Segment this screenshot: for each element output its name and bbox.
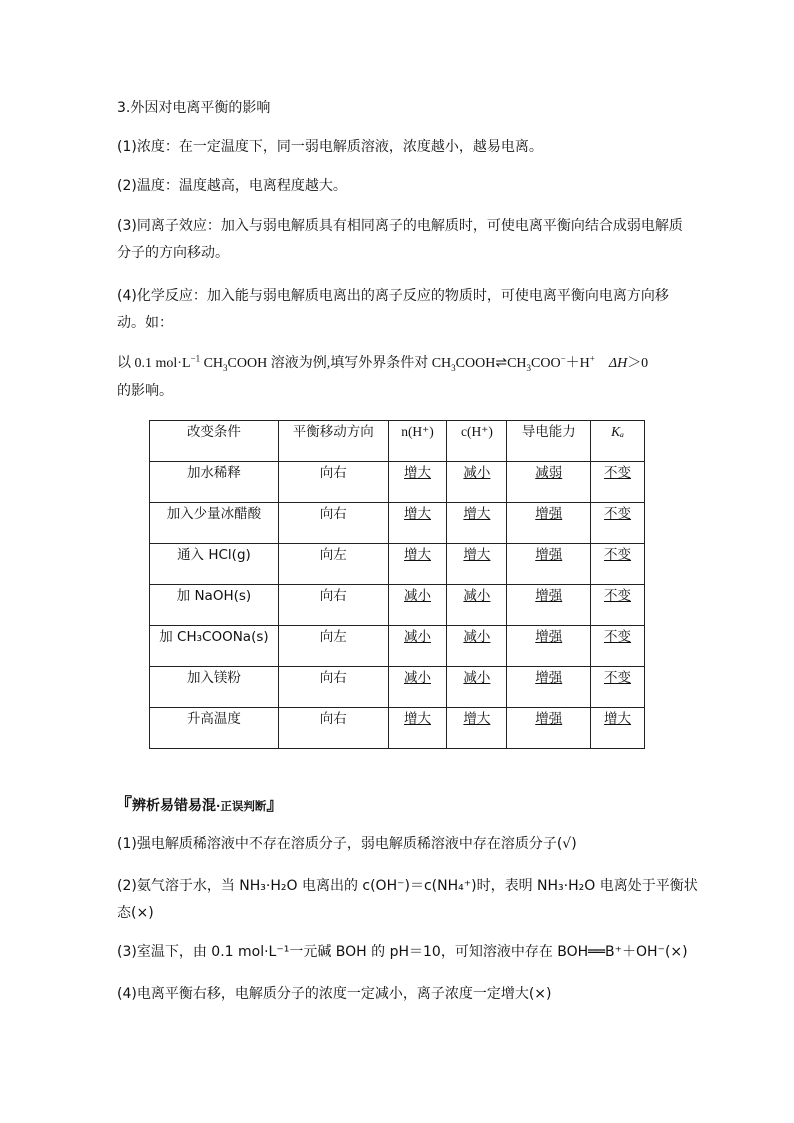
- paragraph-reaction-1: (4)化学反应：加入能与弱电解质电离出的离子反应的物质时，可使电离平衡向电离方向移: [117, 288, 669, 304]
- table-row: 加 CH₃COONa(s) 向左 减小 减小 增强 不变: [150, 626, 645, 667]
- table-row: 升高温度 向右 增大 增大 增强 增大: [150, 708, 645, 749]
- table-row: 加入少量冰醋酸 向右 增大 增大 增强 不变: [150, 503, 645, 544]
- table-row: 通入 HCl(g) 向左 增大 增大 增强 不变: [150, 544, 645, 585]
- paragraph-common-ion-1: (3)同离子效应：加入与弱电解质具有相同离子的电解质时，可使电离平衡向结合成弱电解质: [117, 218, 683, 234]
- header-condition: 改变条件: [150, 421, 279, 462]
- judgement-4: (4)电离平衡右移，电解质分子的浓度一定减小，离子浓度一定增大(×): [117, 986, 552, 1002]
- judgement-1: (1)强电解质稀溶液中不存在溶质分子，弱电解质稀溶液中存在溶质分子(√): [117, 836, 577, 852]
- equilibrium-table: [149, 420, 645, 749]
- equilibrium-intro: 以 0.1 $mol\cdot L^{-1}$ $CH_3COOH$ 溶液为例,填写外界条件对 $CH_3COOH\rightleftharpoons CH_3COO^-+H^+$ ΔH＞0: [117, 353, 649, 373]
- judgement-3: (3)室温下，由 0.1 mol·L⁻¹一元碱 BOH 的 pH＝10，可知溶液中存在 BOH══B⁺＋OH⁻(×): [117, 944, 688, 960]
- paragraph-reaction-2: 动。如：: [117, 315, 173, 331]
- equilibrium-arrow: ⇌: [495, 356, 508, 371]
- section-heading: 3.外因对电离平衡的影响: [117, 100, 271, 116]
- header-ch: c(H⁺): [447, 421, 507, 462]
- table-header-row: [150, 421, 645, 462]
- table-row: 加入镁粉 向右 减小 减小 增强 不变: [150, 667, 645, 708]
- table-row: 加水稀释 向右 增大 减小 减弱 不变: [150, 462, 645, 503]
- header-ka: Kₐ: [591, 421, 645, 462]
- header-conductivity: 导电能力: [507, 421, 591, 462]
- paragraph-common-ion-2: 分子的方向移动。: [117, 245, 229, 261]
- judgement-2-line-1: (2)氨气溶于水，当 NH₃·H₂O 电离出的 c(OH⁻)＝c(NH₄⁺)时，表明 NH₃·H₂O 电离处于平衡状: [117, 878, 698, 894]
- section-title-discrimination: 『辨析易错易混·正误判断』: [115, 795, 284, 815]
- header-nh: n(H⁺): [388, 421, 447, 462]
- equilibrium-intro-end: 的影响。: [117, 383, 173, 399]
- paragraph-concentration: (1)浓度：在一定温度下，同一弱电解质溶液，浓度越小，越易电离。: [117, 139, 543, 155]
- header-direction: 平衡移动方向: [278, 421, 388, 462]
- table-row: 加 NaOH(s) 向右 减小 减小 增强 不变: [150, 585, 645, 626]
- paragraph-temperature: (2)温度：温度越高，电离程度越大。: [117, 178, 347, 194]
- judgement-2-line-2: 态(×): [117, 905, 154, 921]
